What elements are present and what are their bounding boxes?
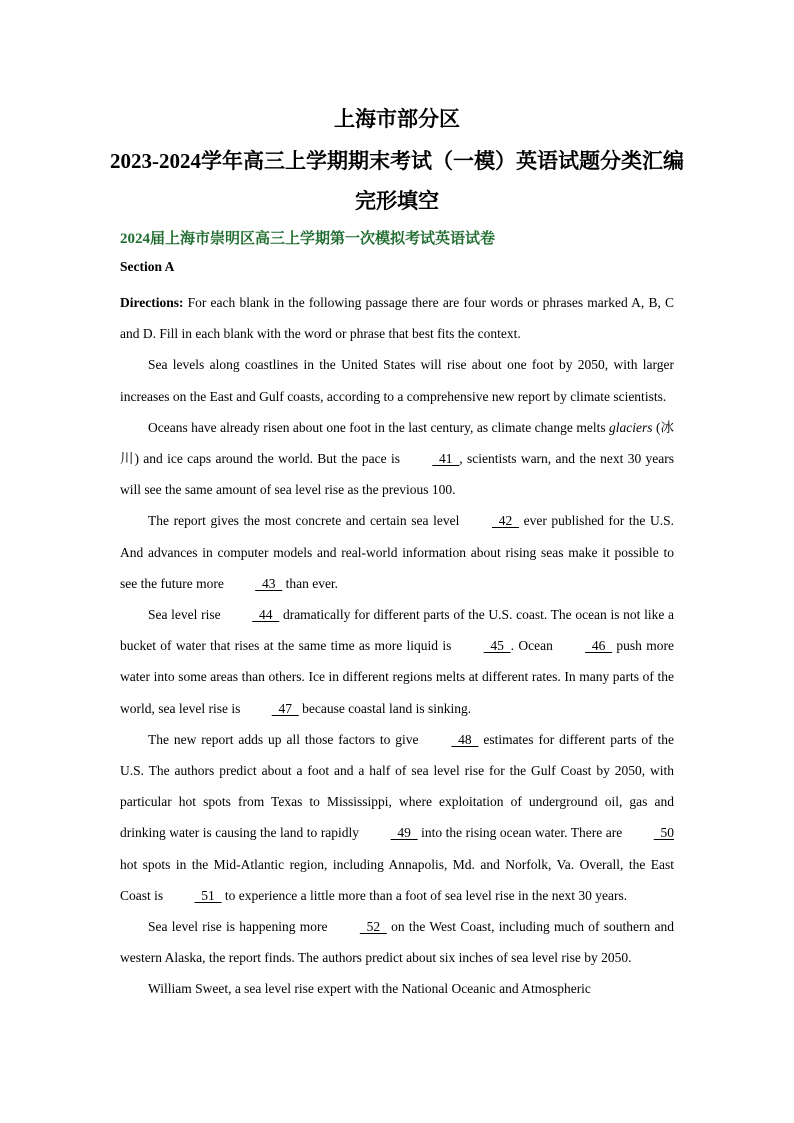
blank-49: 49 (390, 825, 418, 841)
blank-48: 48 (451, 731, 479, 747)
text-run: dramatically for different parts of the U.S. coast. The ocean is not like a bucket of water that rises at the same time as more liquid is (120, 607, 674, 654)
directions-label: Directions: (120, 295, 184, 310)
text-run: Sea level rise (148, 607, 225, 623)
header-title-exam: 2023-2024学年高三上学期期末考试（一模）英语试题分类汇编 (110, 149, 684, 173)
text-run: into the rising ocean water. There are (417, 825, 626, 841)
paragraph-3 (120, 505, 674, 599)
blank-42: 42 (491, 513, 519, 529)
text-run: The report gives the most concrete and certain sea level (148, 513, 464, 529)
text-run: . Ocean (510, 638, 558, 654)
blank-45: 45 (483, 638, 511, 654)
directions-paragraph (120, 287, 674, 349)
text-run: because coastal land is sinking. (298, 700, 472, 716)
blank-50: 50 (653, 825, 674, 841)
header-title-region: 上海市部分区 (334, 107, 460, 131)
text-run: hot spots in the Mid-Atlantic region, including Annapolis, Md. and Norfolk, Va. Overall, the East Coast is (120, 856, 674, 903)
text-run: (冰川) and ice caps around the world. But the pace is (120, 419, 674, 467)
section-label: Section A (120, 259, 175, 274)
blank-52: 52 (359, 919, 387, 935)
header-title-topic: 完形填空 (355, 189, 439, 213)
paragraph-4 (120, 599, 674, 724)
text-run: , scientists warn, and the next 30 years will see the same amount of sea level rise as the previous 100. (120, 451, 674, 498)
blank-43: 43 (255, 575, 283, 591)
text-run: on the West Coast, including much of southern and western Alaska, the report finds. The authors predict about six inches of sea level rise by 2050. (120, 919, 675, 966)
paragraph-2 (120, 412, 674, 506)
text-run: estimates for different parts of the U.S. The authors predict about a foot and a half of sea level rise for the Gulf Coast by 2050, with particular hot spots from Texas to Mississippi, where exploitation of underground oil, gas and drinking water is causing the land to rapidly (120, 731, 675, 841)
text-run: Sea level rise is happening more (148, 919, 332, 935)
text-run: to experience a little more than a foot of sea level rise in the next 30 years. (221, 887, 628, 903)
blank-44: 44 (252, 607, 280, 623)
exam-source-title: 2024届上海市崇明区高三上学期第一次模拟考试英语试卷 (120, 231, 496, 247)
passage-body (120, 287, 674, 1005)
italic-term: glaciers (609, 419, 653, 435)
directions-text: For each blank in the following passage there are four words or phrases marked A, B, C and D. Fill in each blank with the word or phrase that best fits the context. (120, 295, 674, 342)
blank-46: 46 (585, 638, 613, 654)
paragraph-1: Sea levels along coastlines in the United States will rise about one foot by 2050, with larger increases on the East and Gulf coasts, according to a comprehensive new report by climate scientists. (120, 357, 674, 404)
paragraph-7: William Sweet, a sea level rise expert with the National Oceanic and Atmospheric (148, 981, 591, 997)
text-run: push more water into some areas than others. Ice in different regions melts at different rates. In many parts of the world, sea level rise is (120, 638, 674, 716)
text-run: Oceans have already risen about one foot in the last century, as climate change melts (148, 419, 610, 435)
blank-47: 47 (271, 700, 299, 716)
paragraph-6 (120, 911, 674, 973)
text-run: The new report adds up all those factors to give (148, 731, 424, 747)
paragraph-5 (120, 724, 674, 911)
text-run: ever published for the U.S. And advances in computer models and real-world information about rising seas make it possible to see the future more (120, 513, 675, 591)
blank-51: 51 (194, 887, 222, 903)
blank-41: 41 (432, 451, 460, 467)
text-run: than ever. (282, 575, 339, 591)
